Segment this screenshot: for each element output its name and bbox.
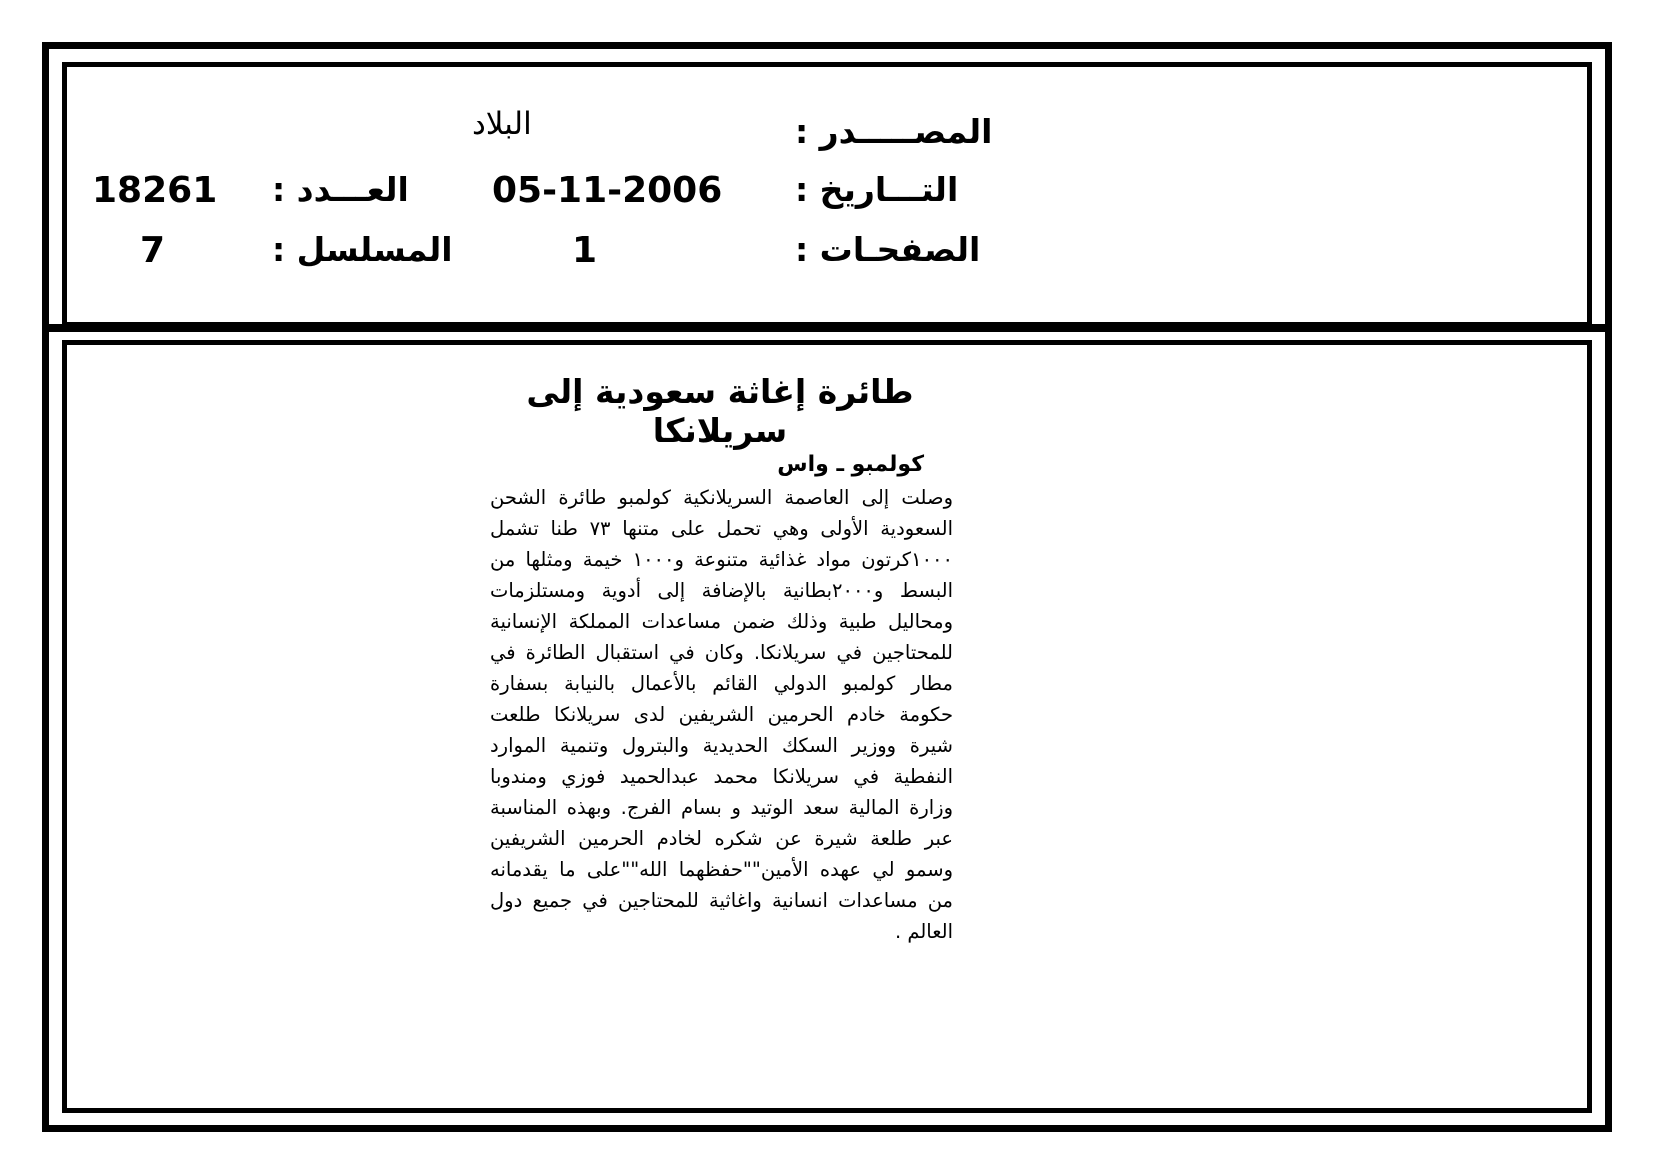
article-byline: كولمبو ـ واس — [777, 452, 924, 477]
pages-label: الصفحـات : — [795, 230, 981, 269]
serial-value: 7 — [140, 230, 166, 271]
serial-label: المسلسل : — [272, 230, 453, 269]
issue-value: 18261 — [92, 170, 218, 211]
source-label: المصـــــدر : — [795, 112, 993, 151]
article-body: وصلت إلى العاصمة السريلانكية كولمبو طائرة الشحن السعودية الأولى وهي تحمل على متنها ٧٣ طنا تشمل ١٠٠٠كرتون مواد غذائية متنوعة و١٠٠٠ خيمة ومثلها من البسط و٢٠٠٠بطانية بالإضافة إلى أدوية ومستلزمات ومحاليل طبية وذلك ضمن مساعدات المملكة الإنسانية للمحتاجين في سريلانكا. وكان في استقبال الطائرة في مطار كولمبو الدولي القائم بالأعمال بالنيابة بسفارة حكومة خادم الحرمين الشريفين لدى سريلانكا طلعت شيرة ووزير السكك الحديدية والبترول وتنمية الموارد النفطية في سريلانكا محمد عبدالحميد فوزي ومندوبا وزارة المالية سعد الوتيد و بسام الفرج. وبهذه المناسبة عبر طلعة شيرة عن شكره لخادم الحرمين الشريفين وسمو لي عهده الأمين""حفظهما الله""على ما يقدمانه من مساعدات انسانية واغاثية للمحتاجين في جميع دول العالم . — [490, 486, 954, 943]
article-headline: طائرة إغاثة سعودية إلى سريلانكا — [526, 372, 914, 450]
source-value: البلاد — [472, 106, 532, 142]
pages-value: 1 — [572, 230, 598, 271]
date-value: 05-11-2006 — [492, 170, 723, 211]
header-divider — [42, 324, 1612, 332]
issue-label: العـــدد : — [272, 170, 409, 209]
date-label: التـــاريخ : — [795, 170, 959, 209]
